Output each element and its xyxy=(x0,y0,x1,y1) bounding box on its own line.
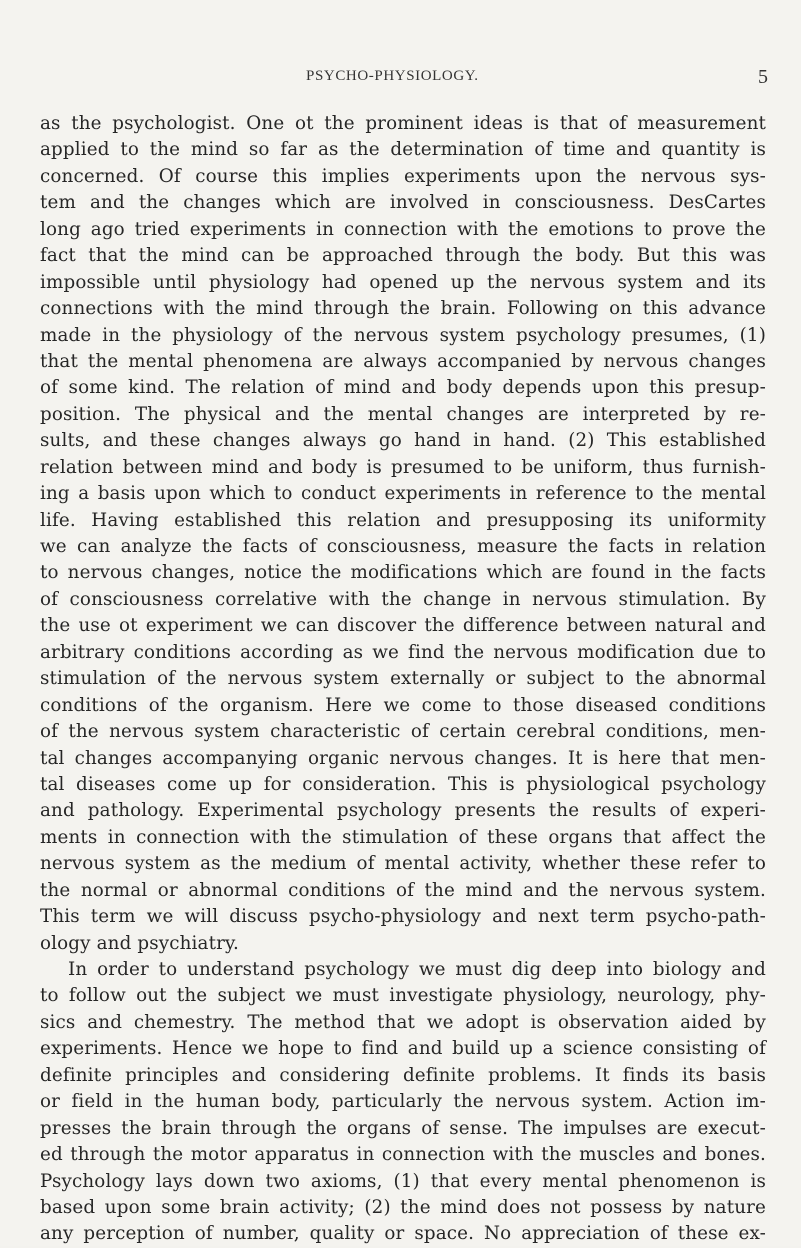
text-line: based upon some brain activity; (2) the mind does not possess by nature xyxy=(40,1196,766,1218)
text-line: any perception of number, quality or space. No appreciation of these ex- xyxy=(40,1223,766,1245)
text-line: nervous system as the medium of mental activity, whether these refer to xyxy=(40,853,766,875)
text-line: the normal or abnormal conditions of the mind and the nervous system. xyxy=(40,879,766,901)
body-text xyxy=(40,111,766,1248)
text-line: tal changes accompanying organic nervous changes. It is here that men- xyxy=(40,747,766,769)
text-line: we can analyze the facts of consciousness, measure the facts in relation xyxy=(40,536,766,557)
text-line: definite principles and considering definite problems. It finds its basis xyxy=(40,1064,766,1086)
text-line: presses the brain through the organs of sense. The impulses are execut- xyxy=(40,1117,766,1139)
text-line: experiments. Hence we hope to find and build up a science consisting of xyxy=(40,1038,766,1060)
text-line: tal diseases come up for consideration. This is physiological psychology xyxy=(40,773,766,795)
text-line: position. The physical and the mental changes are interpreted by re- xyxy=(40,403,766,425)
text-line: of consciousness correlative with the change in nervous stimulation. By xyxy=(40,588,766,610)
text-line: ology and psychiatry. xyxy=(40,932,240,954)
text-line: to follow out the subject we must investigate physiology, neurology, phy- xyxy=(40,985,766,1007)
text-line: impossible until physiology had opened up the nervous system and its xyxy=(40,271,766,293)
text-line: This term we will discuss psycho-physiology and next term psycho-path- xyxy=(40,906,766,928)
text-line: ing a basis upon which to conduct experiments in reference to the mental xyxy=(40,483,766,505)
text-line: arbitrary conditions according as we find the nervous modification due to xyxy=(40,641,766,663)
text-line: or field in the human body, particularly the nervous system. Action im- xyxy=(40,1091,766,1113)
text-line: stimulation of the nervous system externally or subject to the abnormal xyxy=(40,668,766,690)
text-line: to nervous changes, notice the modifications which are found in the facts xyxy=(40,562,766,584)
text-line: conditions of the organism. Here we come to those diseased conditions xyxy=(40,694,766,716)
text-line: ments in connection with the stimulation of these organs that affect the xyxy=(40,826,766,848)
text-line: concerned. Of course this implies experiments upon the nervous sys- xyxy=(40,165,766,187)
page-number: 5 xyxy=(758,66,768,88)
text-line: sics and chemestry. The method that we adopt is observation aided by xyxy=(40,1011,766,1033)
text-line: fact that the mind can be approached through the body. But this was xyxy=(40,245,766,267)
text-line: sults, and these changes always go hand in hand. (2) This established xyxy=(40,430,766,452)
running-head xyxy=(0,68,801,90)
running-title: PSYCHO-PHYSIOLOGY. xyxy=(306,68,479,84)
text-line: of some kind. The relation of mind and body depends upon this presup- xyxy=(40,377,766,399)
text-line: relation between mind and body is presumed to be uniform, thus furnish- xyxy=(40,456,766,478)
text-line: of the nervous system characteristic of certain cerebral conditions, men- xyxy=(40,721,766,743)
text-line: connections with the mind through the brain. Following on this advance xyxy=(40,298,766,320)
text-line: the use ot experiment we can discover the difference between natural and xyxy=(40,615,766,637)
text-line: that the mental phenomena are always accompanied by nervous changes xyxy=(40,350,766,372)
text-line: Psychology lays down two axioms, (1) that every mental phenomenon is xyxy=(40,1170,766,1192)
text-line: applied to the mind so far as the determination of time and quantity is xyxy=(40,139,766,161)
text-line: ed through the motor apparatus in connection with the muscles and bones. xyxy=(40,1144,766,1166)
text-line: as the psychologist. One ot the prominent ideas is that of measurement xyxy=(40,113,766,134)
text-line: life. Having established this relation and presupposing its uniformity xyxy=(40,509,766,531)
text-line: made in the physiology of the nervous system psychology presumes, (1) xyxy=(40,324,766,346)
text-line: and pathology. Experimental psychology presents the results of experi- xyxy=(40,800,766,822)
text-line: tem and the changes which are involved in consciousness. DesCartes xyxy=(40,192,766,214)
text-line: In order to understand psychology we must dig deep into biology and xyxy=(68,959,766,980)
text-line: long ago tried experiments in connection with the emotions to prove the xyxy=(40,218,766,240)
